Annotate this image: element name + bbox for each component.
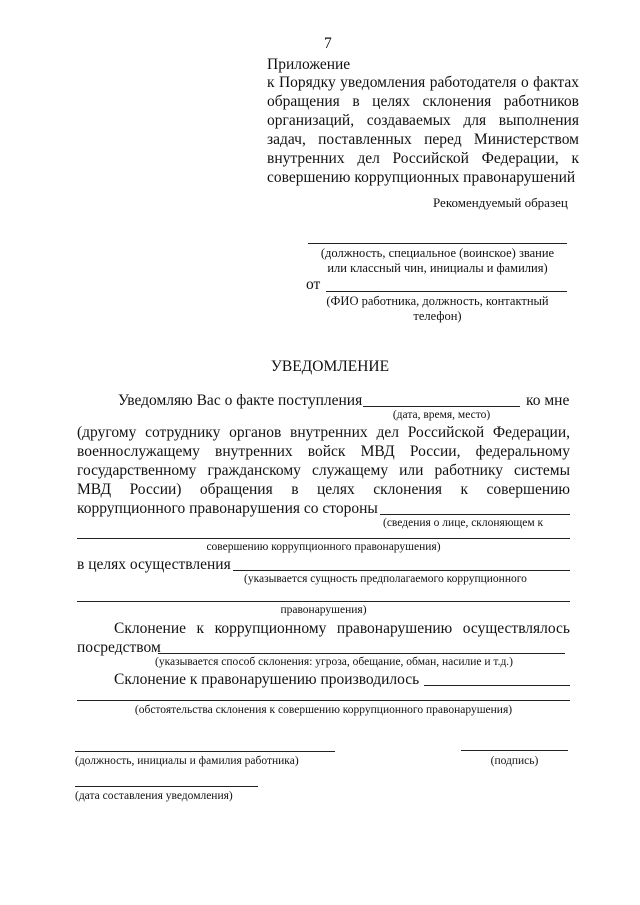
purpose-label: в целях осуществления xyxy=(77,556,231,573)
method-hint: (указывается способ склонения: угроза, обещание, обман, насилие и т.д.) xyxy=(155,656,514,668)
date-time-place-field[interactable] xyxy=(363,406,520,407)
date-hint: (дата, время, место) xyxy=(392,409,491,421)
appendix-title: Приложение xyxy=(267,56,351,73)
side-label: коррупционного правонарушения со стороны xyxy=(77,500,378,517)
from-label: от xyxy=(306,276,321,293)
intro-text: Уведомляю Вас о факте поступления xyxy=(118,392,363,409)
circumstances-label: Склонение к правонарушению производилось xyxy=(114,671,420,688)
employee-field[interactable] xyxy=(75,751,335,752)
purpose-field[interactable] xyxy=(233,570,570,571)
paragraph-line: (другому сотруднику органов внутренних дел Российской Федерации, xyxy=(77,424,570,441)
circumstances-hint: (обстоятельства склонения к совершению коррупционного правонарушения) xyxy=(134,704,513,716)
appendix-line: организаций, создаваемых для выполнения xyxy=(267,112,579,129)
appendix-line: внутренних дел Российской Федерации, к xyxy=(267,150,579,167)
circumstances-field[interactable] xyxy=(424,685,570,686)
appendix-line: совершению коррупционных правонарушений xyxy=(267,169,576,186)
addressee-hint: (должность, специальное (воинское) звание xyxy=(320,246,555,260)
paragraph-line: государственному гражданскому служащему или работнику системы xyxy=(77,462,570,479)
purpose-hint: правонарушения) xyxy=(280,604,367,616)
appendix-line: к Порядку уведомления работодателя о фактах xyxy=(267,74,579,91)
date-of-notice-hint: (дата составления уведомления) xyxy=(75,790,233,802)
document-title: УВЕДОМЛЕНИЕ xyxy=(270,358,390,375)
paragraph-line: военнослужащему внутренних войск МВД России, федеральному xyxy=(77,443,570,460)
appendix-line: обращения в целях склонения работников xyxy=(267,93,579,110)
person-hint: совершению коррупционного правонарушения) xyxy=(206,541,441,553)
purpose-field-continued[interactable] xyxy=(77,601,570,602)
from-hint: (ФИО работника, должность, контактный xyxy=(326,294,549,308)
signature-hint: (подпись) xyxy=(490,755,539,767)
method-text: Склонение к коррупционному правонарушению осуществлялось xyxy=(114,620,570,637)
signature-field[interactable] xyxy=(461,750,568,751)
sample-label: Рекомендуемый образец xyxy=(433,195,568,210)
person-field-continued[interactable] xyxy=(77,538,570,539)
from-field[interactable] xyxy=(326,291,567,292)
person-hint: (сведения о лице, склоняющем к xyxy=(383,517,544,529)
method-field[interactable] xyxy=(158,653,565,654)
page-number: 7 xyxy=(324,35,332,52)
person-field[interactable] xyxy=(380,514,570,515)
date-field[interactable] xyxy=(75,786,258,787)
purpose-hint: (указывается сущность предполагаемого коррупционного xyxy=(244,573,527,585)
addressee-field[interactable] xyxy=(308,243,567,244)
from-hint: телефон) xyxy=(413,309,462,323)
appendix-line: задач, поставленных перед Министерством xyxy=(267,131,579,148)
circumstances-field-continued[interactable] xyxy=(77,700,570,701)
employee-hint: (должность, инициалы и фамилия работника) xyxy=(75,755,299,767)
intro-after-text: ко мне xyxy=(526,392,570,409)
method-label: посредством xyxy=(77,639,161,656)
paragraph-line: МВД России) обращения в целях склонения к совершению xyxy=(77,481,570,498)
addressee-hint: или классный чин, инициалы и фамилия) xyxy=(327,261,548,275)
